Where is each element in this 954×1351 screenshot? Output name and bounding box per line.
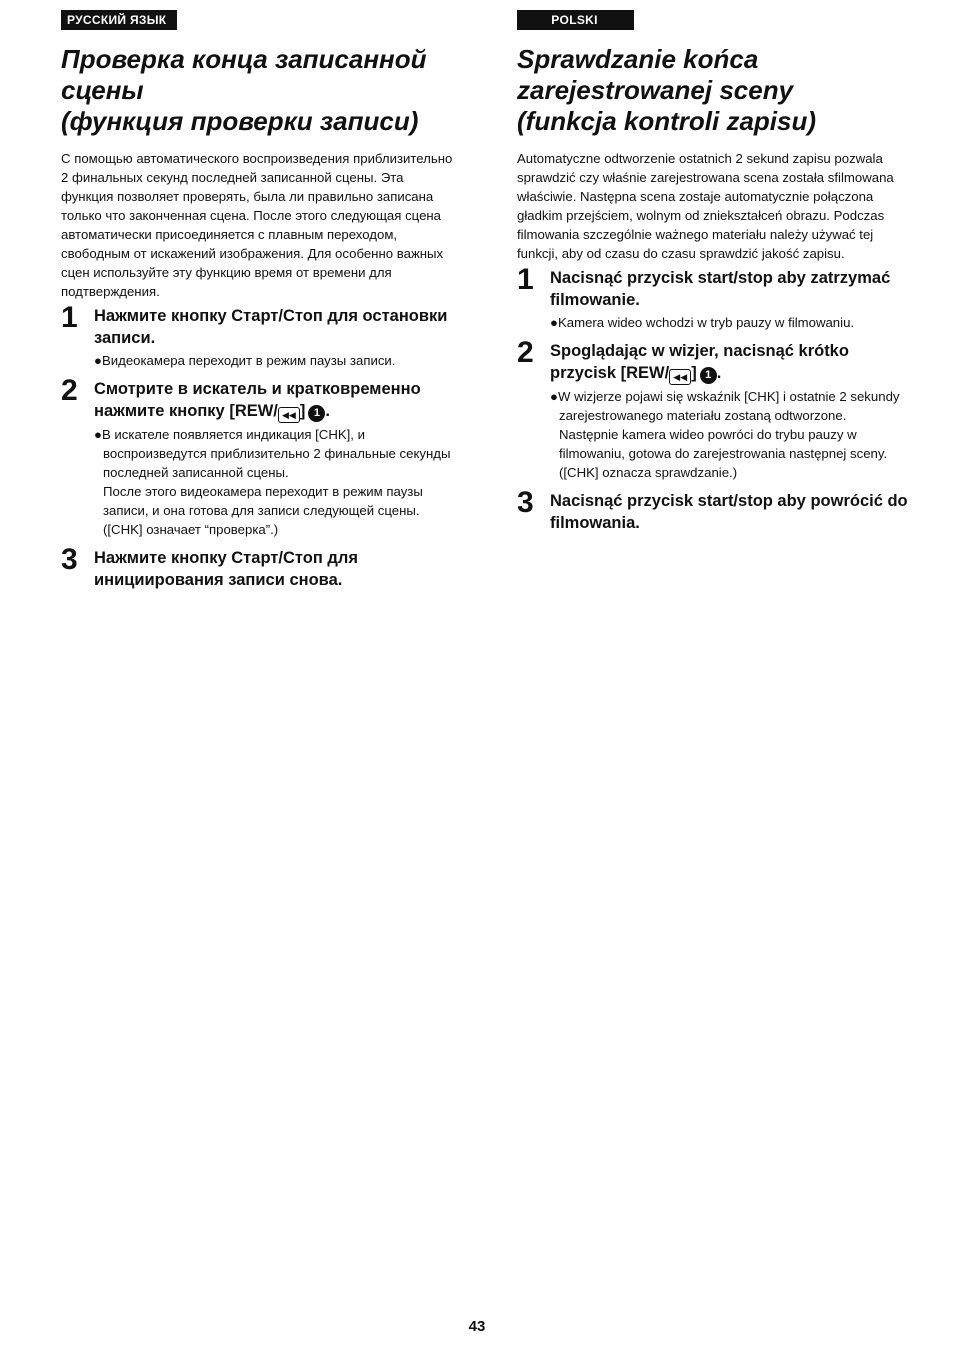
step-notes bbox=[550, 313, 917, 332]
step-title: Смотрите в искатель и кратковременно нажмите кнопку [REW/ ◀◀ ] 1 . bbox=[94, 378, 456, 423]
step-3-polish bbox=[517, 486, 917, 534]
title-line: Проверка конца записанной bbox=[61, 44, 427, 74]
intro-paragraph-russian: С помощью автоматического воспроизведения приблизительно 2 финальных секунд последней записанной сцены. Эта функция позволяет проверять, была ли правильно записана только что законченная сцена. После этого следующая сцена автоматически присоединяется с плавным переходом, свободным от искажений изображения. Для особенно важных сцен используйте эту функцию время от времени для подтверждения. bbox=[61, 151, 453, 299]
step-note: Następnie kamera wideo powróci do trybu pauzy w filmowaniu, gotowa do zarejestrowania następnej sceny. bbox=[559, 427, 888, 461]
step-notes bbox=[550, 387, 917, 482]
step-title-text: Spoglądając w wizjer, nacisnąć krótko przycisk [REW/ bbox=[550, 342, 849, 382]
step-number: 1 bbox=[517, 263, 534, 296]
step-title-text: ] bbox=[691, 364, 697, 382]
title-line: (funkcja kontroli zapisu) bbox=[517, 106, 817, 136]
step-number: 3 bbox=[517, 486, 534, 519]
section-title-russian bbox=[61, 44, 456, 137]
step-note: После этого видеокамера переходит в режим паузы записи, и она готова для записи следующей сцены. bbox=[103, 484, 423, 518]
step-note: ●W wizjerze pojawi się wskaźnik [CHK] i ostatnie 2 sekundy zarejestrowanego materiału zostaną odtworzone. bbox=[550, 389, 900, 423]
title-line: сцены bbox=[61, 75, 144, 105]
step-3-russian bbox=[61, 543, 456, 591]
page-number: 43 bbox=[468, 1318, 486, 1335]
step-note: ●Kamera wideo wchodzi w tryb pauzy w filmowaniu. bbox=[550, 315, 855, 330]
step-note: ●В искателе появляется индикация [CHK], и воспроизведутся приблизительно 2 финальные секунды последней записанной сцены. bbox=[94, 427, 451, 480]
step-title: Нажмите кнопку Старт/Стоп для остановки записи. bbox=[94, 307, 448, 347]
step-number: 1 bbox=[61, 301, 78, 334]
step-2-russian bbox=[61, 374, 456, 539]
step-title: Nacisnąć przycisk start/stop aby powrócić do filmowania. bbox=[550, 492, 908, 532]
rewind-icon: ◀◀ bbox=[669, 369, 691, 385]
step-1-polish bbox=[517, 263, 917, 332]
russian-column bbox=[61, 10, 456, 591]
title-line: Sprawdzanie końca bbox=[517, 44, 759, 74]
intro-paragraph-polish: Automatyczne odtworzenie ostatnich 2 sekund zapisu pozwala sprawdzić czy właśnie zarejestrowana scena została sfilmowana właściwie. Następna scena zostaje automatycznie połączona gładkim przejściem, wolnym od zniekształceń obrazu. Podczas filmowania szczególnie ważnego materiału należy używać tej funkcji, aby od czasu do czasu sprawdzić jakość zapisu. bbox=[517, 151, 894, 261]
step-number: 2 bbox=[517, 336, 534, 369]
step-title: Нажмите кнопку Старт/Стоп для инициирования записи снова. bbox=[94, 549, 358, 589]
step-note: ([CHK] oznacza sprawdzanie.) bbox=[559, 465, 738, 480]
step-2-polish bbox=[517, 336, 917, 482]
step-notes bbox=[94, 425, 456, 539]
step-number: 3 bbox=[61, 543, 78, 576]
rewind-icon: ◀◀ bbox=[278, 407, 300, 423]
step-note: ([CHK] означает “проверка”.) bbox=[103, 522, 279, 537]
polish-column bbox=[517, 10, 917, 534]
step-1-russian bbox=[61, 301, 456, 370]
step-title: Spoglądając w wizjer, nacisnąć krótko przycisk [REW/ ◀◀ ] 1 . bbox=[550, 340, 917, 385]
step-title-text: ] bbox=[299, 402, 306, 420]
step-note: ●Видеокамера переходит в режим паузы записи. bbox=[94, 353, 396, 368]
callout-marker-icon: 1 bbox=[308, 405, 325, 422]
step-title: Nacisnąć przycisk start/stop aby zatrzymać filmowanie. bbox=[550, 269, 891, 309]
callout-marker-icon: 1 bbox=[700, 367, 717, 384]
language-tag-polish: POLSKI bbox=[517, 10, 634, 30]
language-tag-russian: РУССКИЙ ЯЗЫК bbox=[61, 10, 177, 30]
section-title-polish bbox=[517, 44, 917, 137]
step-title-text: Смотрите в искатель и кратковременно нажмите кнопку [REW/ bbox=[94, 380, 421, 420]
step-notes bbox=[94, 351, 456, 370]
title-line: zarejestrowanej sceny bbox=[517, 75, 794, 105]
step-number: 2 bbox=[61, 374, 78, 407]
title-line: (функция проверки записи) bbox=[61, 106, 419, 136]
